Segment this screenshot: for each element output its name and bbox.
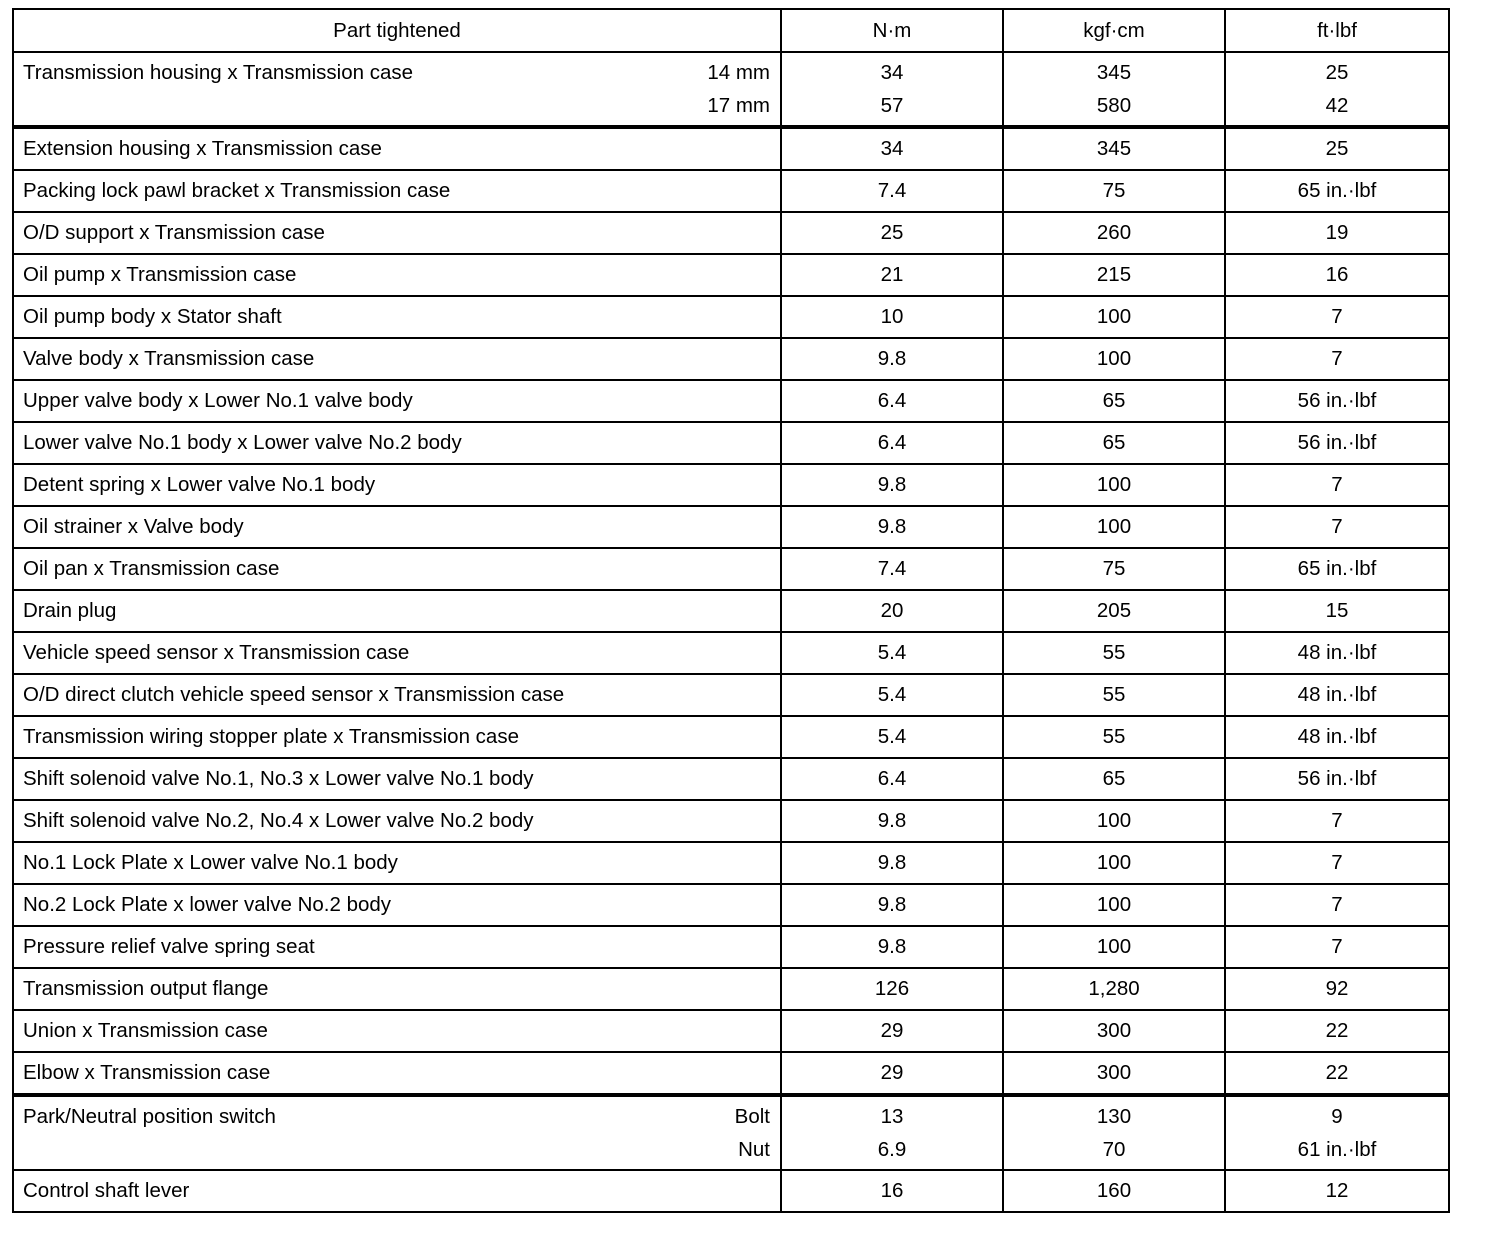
kgfcm-cell: 160 (1003, 1170, 1225, 1212)
kgfcm-cell: 100 (1003, 842, 1225, 884)
table-row (13, 212, 1449, 254)
ftlbf-cell: 7 (1225, 464, 1449, 506)
table-row (13, 968, 1449, 1010)
nm-cell: 6.4 (781, 422, 1003, 464)
nm-cell (781, 52, 1003, 127)
part-label: No.2 Lock Plate x lower valve No.2 body (23, 893, 392, 916)
kgfcm-cell: 345 (1003, 127, 1225, 170)
ftlbf-cell-value: 61 in.·lbf (1297, 1138, 1377, 1161)
nm-cell: 9.8 (781, 884, 1003, 926)
kgfcm-cell-value: 70 (1102, 1138, 1126, 1161)
part-label: Upper valve body x Lower No.1 valve body (23, 389, 413, 412)
table-row (13, 380, 1449, 422)
part-cell (13, 1170, 781, 1212)
part-label: Shift solenoid valve No.1, No.3 x Lower valve No.1 body (23, 767, 534, 790)
kgfcm-cell-value: 345 (1096, 61, 1132, 84)
part-sub-labels (707, 56, 770, 122)
part-cell (13, 842, 781, 884)
table-row (13, 1052, 1449, 1095)
part-label: Oil pan x Transmission case (23, 557, 280, 580)
kgfcm-cell: 205 (1003, 590, 1225, 632)
part-label: Extension housing x Transmission case (23, 137, 382, 160)
table-row (13, 842, 1449, 884)
kgfcm-cell: 100 (1003, 926, 1225, 968)
nm-cell: 9.8 (781, 506, 1003, 548)
part-cell (13, 296, 781, 338)
part-cell (13, 127, 781, 170)
part-cell (13, 716, 781, 758)
ftlbf-cell: 65 in.·lbf (1225, 170, 1449, 212)
ftlbf-cell: 22 (1225, 1010, 1449, 1052)
ftlbf-cell: 65 in.·lbf (1225, 548, 1449, 590)
kgfcm-cell: 55 (1003, 632, 1225, 674)
part-cell (13, 212, 781, 254)
torque-table (12, 8, 1450, 1213)
table-row (13, 674, 1449, 716)
part-cell (13, 464, 781, 506)
table-row (13, 52, 1449, 127)
part-cell (13, 380, 781, 422)
nm-cell: 9.8 (781, 842, 1003, 884)
nm-cell: 9.8 (781, 800, 1003, 842)
part-cell (13, 800, 781, 842)
part-cell (13, 52, 781, 127)
table-row (13, 716, 1449, 758)
part-sub-label: 17 mm (707, 94, 770, 117)
part-label: Pressure relief valve spring seat (23, 935, 315, 958)
part-cell (13, 758, 781, 800)
part-sub-label: 14 mm (707, 61, 770, 84)
ftlbf-cell: 19 (1225, 212, 1449, 254)
part-cell (13, 968, 781, 1010)
ftlbf-cell: 12 (1225, 1170, 1449, 1212)
kgfcm-cell: 100 (1003, 506, 1225, 548)
kgfcm-cell: 100 (1003, 884, 1225, 926)
part-label: Transmission output flange (23, 977, 269, 1000)
part-label: Union x Transmission case (23, 1019, 268, 1042)
nm-cell: 6.4 (781, 380, 1003, 422)
part-label: Control shaft lever (23, 1179, 190, 1202)
ftlbf-cell: 56 in.·lbf (1225, 422, 1449, 464)
part-label: Lower valve No.1 body x Lower valve No.2 body (23, 431, 462, 454)
part-label: Transmission wiring stopper plate x Transmission case (23, 725, 519, 748)
table-row (13, 1170, 1449, 1212)
kgfcm-cell: 55 (1003, 674, 1225, 716)
header-part: Part tightened (13, 9, 781, 52)
table-row (13, 1095, 1449, 1170)
nm-cell: 7.4 (781, 548, 1003, 590)
part-label: Park/Neutral position switch (23, 1105, 276, 1128)
part-label: O/D support x Transmission case (23, 221, 325, 244)
kgfcm-cell: 100 (1003, 338, 1225, 380)
table-row (13, 590, 1449, 632)
nm-cell: 9.8 (781, 926, 1003, 968)
nm-cell: 25 (781, 212, 1003, 254)
ftlbf-cell-value: 42 (1325, 94, 1349, 117)
nm-cell: 16 (781, 1170, 1003, 1212)
nm-cell-value: 57 (880, 94, 904, 117)
part-cell (13, 254, 781, 296)
ftlbf-cell-value: 25 (1325, 61, 1349, 84)
ftlbf-cell: 16 (1225, 254, 1449, 296)
kgfcm-cell: 300 (1003, 1052, 1225, 1095)
kgfcm-cell-value: 130 (1096, 1105, 1132, 1128)
kgfcm-cell-value: 580 (1096, 94, 1132, 117)
part-label: Drain plug (23, 599, 117, 622)
ftlbf-cell: 25 (1225, 127, 1449, 170)
ftlbf-cell: 56 in.·lbf (1225, 758, 1449, 800)
part-label: Shift solenoid valve No.2, No.4 x Lower valve No.2 body (23, 809, 534, 832)
table-row (13, 464, 1449, 506)
table-row (13, 296, 1449, 338)
kgfcm-cell (1003, 1095, 1225, 1170)
part-cell (13, 1095, 781, 1170)
nm-cell: 126 (781, 968, 1003, 1010)
table-row (13, 127, 1449, 170)
table-row (13, 254, 1449, 296)
part-cell (13, 632, 781, 674)
kgfcm-cell: 65 (1003, 380, 1225, 422)
table-row (13, 506, 1449, 548)
nm-cell: 20 (781, 590, 1003, 632)
nm-cell: 6.4 (781, 758, 1003, 800)
header-nm: N·m (781, 9, 1003, 52)
part-label: Packing lock pawl bracket x Transmission case (23, 179, 451, 202)
part-label: Oil pump x Transmission case (23, 263, 297, 286)
kgfcm-cell: 65 (1003, 422, 1225, 464)
ftlbf-cell: 7 (1225, 506, 1449, 548)
nm-cell: 10 (781, 296, 1003, 338)
kgfcm-cell: 55 (1003, 716, 1225, 758)
part-label: Vehicle speed sensor x Transmission case (23, 641, 410, 664)
table-row (13, 758, 1449, 800)
kgfcm-cell: 100 (1003, 800, 1225, 842)
table-row (13, 632, 1449, 674)
part-label: Transmission housing x Transmission case (23, 61, 414, 84)
nm-cell: 7.4 (781, 170, 1003, 212)
table-row (13, 1010, 1449, 1052)
kgfcm-cell: 1,280 (1003, 968, 1225, 1010)
ftlbf-cell: 7 (1225, 338, 1449, 380)
ftlbf-cell: 48 in.·lbf (1225, 716, 1449, 758)
ftlbf-cell: 48 in.·lbf (1225, 674, 1449, 716)
table-row (13, 338, 1449, 380)
table-row (13, 800, 1449, 842)
kgfcm-cell: 65 (1003, 758, 1225, 800)
nm-cell: 9.8 (781, 464, 1003, 506)
part-sub-labels (735, 1100, 770, 1166)
part-cell (13, 674, 781, 716)
part-cell (13, 926, 781, 968)
nm-cell: 5.4 (781, 716, 1003, 758)
nm-cell: 9.8 (781, 338, 1003, 380)
part-cell (13, 1052, 781, 1095)
part-sub-label: Bolt (734, 1105, 770, 1128)
header-kgfcm: kgf·cm (1003, 9, 1225, 52)
nm-cell-value: 6.9 (877, 1138, 907, 1161)
ftlbf-cell (1225, 52, 1449, 127)
part-cell (13, 506, 781, 548)
table-row (13, 548, 1449, 590)
ftlbf-cell: 15 (1225, 590, 1449, 632)
nm-cell: 21 (781, 254, 1003, 296)
ftlbf-cell: 7 (1225, 926, 1449, 968)
table-row (13, 884, 1449, 926)
part-cell (13, 884, 781, 926)
nm-cell: 29 (781, 1052, 1003, 1095)
kgfcm-cell: 100 (1003, 464, 1225, 506)
part-cell (13, 338, 781, 380)
kgfcm-cell: 75 (1003, 548, 1225, 590)
ftlbf-cell: 7 (1225, 884, 1449, 926)
part-sub-label: Nut (738, 1138, 770, 1161)
ftlbf-cell: 7 (1225, 296, 1449, 338)
part-label: Oil pump body x Stator shaft (23, 305, 282, 328)
part-label: O/D direct clutch vehicle speed sensor x Transmission case (23, 683, 565, 706)
ftlbf-cell: 7 (1225, 842, 1449, 884)
ftlbf-cell: 48 in.·lbf (1225, 632, 1449, 674)
part-label: Valve body x Transmission case (23, 347, 315, 370)
part-cell (13, 170, 781, 212)
kgfcm-cell: 260 (1003, 212, 1225, 254)
ftlbf-cell: 22 (1225, 1052, 1449, 1095)
table-row (13, 926, 1449, 968)
ftlbf-cell (1225, 1095, 1449, 1170)
kgfcm-cell: 100 (1003, 296, 1225, 338)
header-row (13, 9, 1449, 52)
part-label: No.1 Lock Plate x Lower valve No.1 body (23, 851, 398, 874)
kgfcm-cell (1003, 52, 1225, 127)
nm-cell-value: 13 (880, 1105, 904, 1128)
nm-cell: 5.4 (781, 674, 1003, 716)
table-row (13, 422, 1449, 464)
part-cell (13, 548, 781, 590)
ftlbf-cell: 92 (1225, 968, 1449, 1010)
nm-cell-value: 34 (880, 61, 904, 84)
part-label: Oil strainer x Valve body (23, 515, 244, 538)
nm-cell: 34 (781, 127, 1003, 170)
nm-cell: 5.4 (781, 632, 1003, 674)
part-cell (13, 1010, 781, 1052)
kgfcm-cell: 300 (1003, 1010, 1225, 1052)
kgfcm-cell: 215 (1003, 254, 1225, 296)
part-cell (13, 422, 781, 464)
ftlbf-cell: 56 in.·lbf (1225, 380, 1449, 422)
kgfcm-cell: 75 (1003, 170, 1225, 212)
ftlbf-cell-value: 9 (1331, 1105, 1343, 1128)
nm-cell (781, 1095, 1003, 1170)
table-row (13, 170, 1449, 212)
nm-cell: 29 (781, 1010, 1003, 1052)
header-ftlbf: ft·lbf (1225, 9, 1449, 52)
part-label: Detent spring x Lower valve No.1 body (23, 473, 376, 496)
part-label: Elbow x Transmission case (23, 1061, 271, 1084)
part-cell (13, 590, 781, 632)
ftlbf-cell: 7 (1225, 800, 1449, 842)
